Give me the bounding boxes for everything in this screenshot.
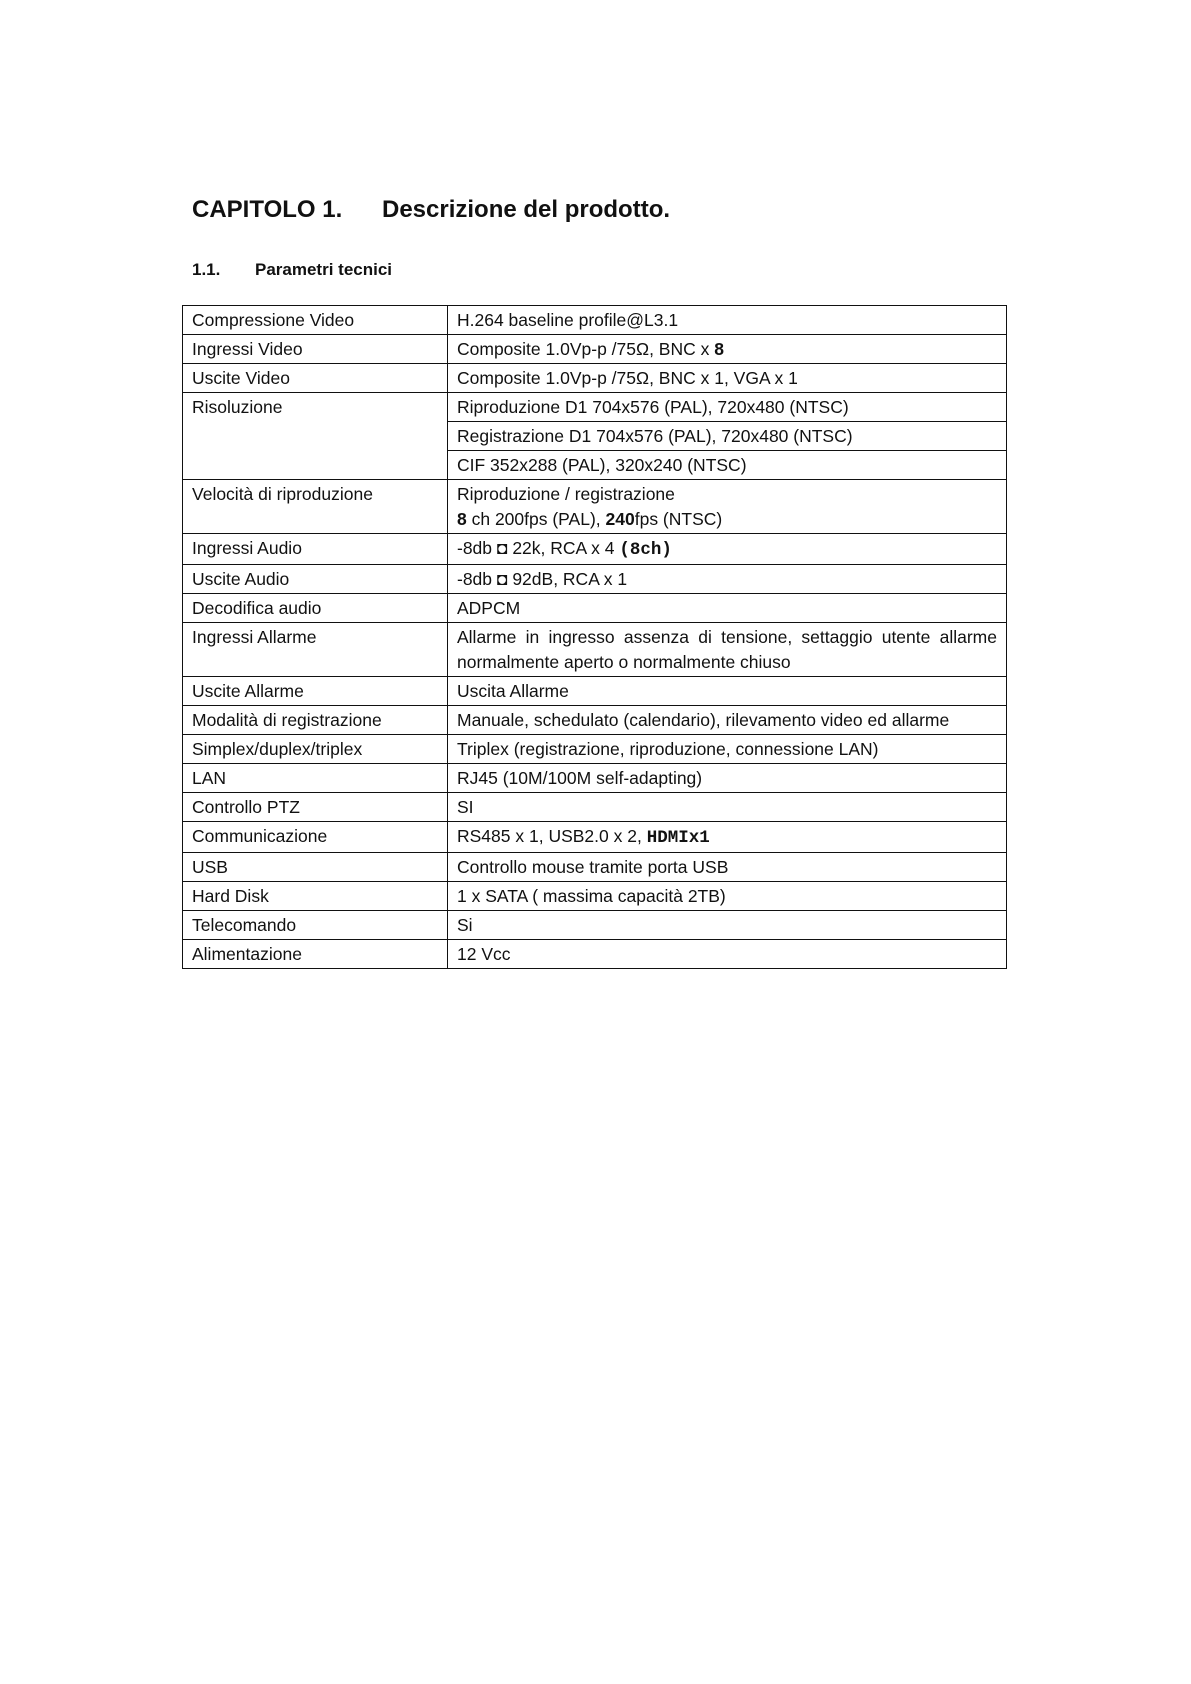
param-label: LAN — [183, 764, 448, 793]
param-value-text: Composite 1.0Vp-p /75Ω, BNC x — [457, 339, 715, 359]
table-row — [183, 534, 1007, 565]
table-row — [183, 911, 1007, 940]
chapter-heading — [192, 196, 670, 224]
param-value: RJ45 (10M/100M self-adapting) — [448, 764, 1007, 793]
table-row — [183, 306, 1007, 335]
table-row — [183, 940, 1007, 969]
param-label: USB — [183, 853, 448, 882]
table-row — [183, 706, 1007, 735]
param-label: Uscite Video — [183, 364, 448, 393]
param-label: Compressione Video — [183, 306, 448, 335]
param-value — [448, 480, 1007, 534]
table-row — [183, 623, 1007, 677]
param-value-bold: 8 — [457, 509, 467, 529]
table-row — [183, 853, 1007, 882]
table-row — [183, 480, 1007, 534]
param-value: H.264 baseline profile@L3.1 — [448, 306, 1007, 335]
param-label: Simplex/duplex/triplex — [183, 735, 448, 764]
param-label: Ingressi Allarme — [183, 623, 448, 677]
param-label: Uscite Audio — [183, 565, 448, 594]
param-value: 12 Vcc — [448, 940, 1007, 969]
technical-parameters-table — [182, 305, 1007, 969]
param-value: Allarme in ingresso assenza di tensione, settaggio utente allarme normalmente aperto o normalmente chiuso — [448, 623, 1007, 677]
param-value — [448, 534, 1007, 565]
param-value-bold: 240 — [605, 509, 635, 529]
param-value-text: RS485 x 1, USB2.0 x 2, — [457, 826, 647, 846]
param-value: Uscita Allarme — [448, 677, 1007, 706]
table-row — [183, 594, 1007, 623]
param-label: Controllo PTZ — [183, 793, 448, 822]
param-value-bold: 8 — [714, 339, 724, 359]
param-value: Riproduzione D1 704x576 (PAL), 720x480 (NTSC) — [448, 393, 1007, 422]
param-value-bold: HDMIx1 — [646, 828, 710, 848]
table-row — [183, 677, 1007, 706]
param-value: CIF 352x288 (PAL), 320x240 (NTSC) — [448, 451, 1007, 480]
param-value-text: -8db ◘ 22k, RCA x 4 — [457, 538, 620, 558]
param-value: SI — [448, 793, 1007, 822]
param-label: Modalità di registrazione — [183, 706, 448, 735]
param-value-text: fps (NTSC) — [634, 509, 723, 529]
param-value: 1 x SATA ( massima capacità 2TB) — [448, 882, 1007, 911]
table-row — [183, 565, 1007, 594]
section-number: 1.1. — [192, 260, 221, 279]
table-row — [183, 822, 1007, 853]
param-value — [448, 335, 1007, 364]
param-value-bold: (8ch) — [619, 540, 672, 560]
table-row — [183, 364, 1007, 393]
table-row — [183, 793, 1007, 822]
table-row — [183, 735, 1007, 764]
table-row — [183, 335, 1007, 364]
param-value-text: ch 200fps (PAL), — [466, 509, 606, 529]
param-label: Communicazione — [183, 822, 448, 853]
section-heading — [192, 260, 392, 280]
param-label: Telecomando — [183, 911, 448, 940]
param-value: ADPCM — [448, 594, 1007, 623]
section-title: Parametri tecnici — [255, 260, 393, 279]
param-value: -8db ◘ 92dB, RCA x 1 — [448, 565, 1007, 594]
table-row — [183, 764, 1007, 793]
param-value — [448, 822, 1007, 853]
param-label: Ingressi Video — [183, 335, 448, 364]
param-value: Manuale, schedulato (calendario), rilevamento video ed allarme — [448, 706, 1007, 735]
chapter-title: Descrizione del prodotto. — [382, 196, 671, 223]
table-row — [183, 882, 1007, 911]
param-label: Uscite Allarme — [183, 677, 448, 706]
param-value: Controllo mouse tramite porta USB — [448, 853, 1007, 882]
param-value: Si — [448, 911, 1007, 940]
param-label: Ingressi Audio — [183, 534, 448, 565]
param-value: Registrazione D1 704x576 (PAL), 720x480 (NTSC) — [448, 422, 1007, 451]
param-label: Decodifica audio — [183, 594, 448, 623]
param-label: Alimentazione — [183, 940, 448, 969]
param-label: Risoluzione — [183, 393, 448, 480]
chapter-number: CAPITOLO 1. — [192, 196, 343, 223]
param-value-line: Riproduzione / registrazione — [457, 484, 675, 504]
param-value-line — [457, 507, 997, 532]
param-value: Triplex (registrazione, riproduzione, connessione LAN) — [448, 735, 1007, 764]
param-label: Hard Disk — [183, 882, 448, 911]
param-label: Velocità di riproduzione — [183, 480, 448, 534]
table-row — [183, 393, 1007, 422]
param-value: Composite 1.0Vp-p /75Ω, BNC x 1, VGA x 1 — [448, 364, 1007, 393]
